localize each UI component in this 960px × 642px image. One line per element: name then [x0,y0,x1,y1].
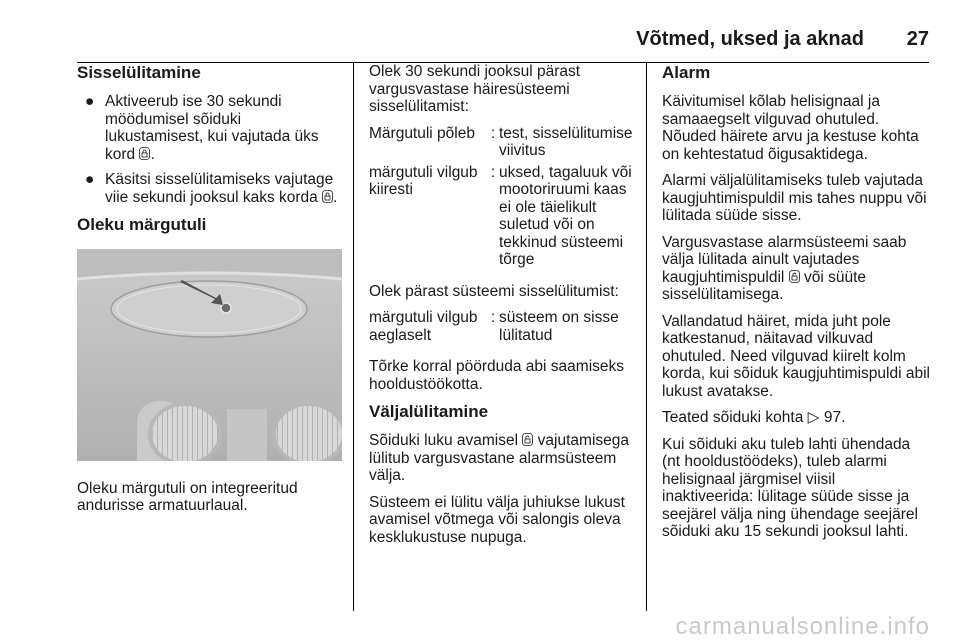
bullet-icon: ● [85,93,95,110]
fault-text: Tõrke korral pöörduda abi saamiseks hooldustöökotta. [369,358,625,393]
paragraph: Vallandatud häiret, mida juht pole katkestanud, näitavad vilkuvad ohutuled. Need vilguvad kiirelt kolm korda, kui sõiduk kaugjuhtimispuldi abil lukust avatakse. [662,312,930,400]
status-table-2 [369,309,634,348]
paragraph: Kui sõiduki aku tuleb lahti ühendada (nt hooldustöödeks), tuleb alarmi helisignaal järgmisel viisil inaktiveerida: lülitage süüde sisse ja seejärel välja ning ühendage seejärel sõiduki aku 15 sekundi jooksul lahti. [662,435,918,540]
figure-caption: Oleku märgutuli on integreeritud andurisse armatuurlaual. [77,479,298,514]
section-title-sisselulitamine: Sisselülitamine [77,63,201,82]
heading-alarm: Alarm [662,63,711,82]
column-divider [353,63,354,611]
unlock-button-icon [522,433,533,446]
table-row: märgutuli vilgub kiiresti : uksed, tagaluuk või mootoriruumi kaas ei ole täielikult suletud või on tekkinud süsteemi tõrge [369,163,632,268]
paragraph: Alarmi väljalülitamiseks tuleb vajutada kaugjuhtimispuldil mis tahes nuppu või lülitada süüde sisse. [662,172,927,224]
status-intro-2: Olek pärast süsteemi sisselülitumist: [369,282,619,300]
table-row: märgutuli vilgub aeglaselt : süsteem on sisse lülitatud [369,309,619,344]
column-1 [77,63,342,524]
subtitle-oleku-margutuli: Oleku märgutuli [77,215,207,234]
list-item: ● Käsitsi sisselülitamiseks vajutage viie sekundi jooksul kaks korda . [85,171,338,206]
status-intro: Olek 30 sekundi jooksul pärast vargusvastase häiresüsteemi sisselülitamist: [369,63,581,115]
bullet-icon: ● [85,171,95,188]
unlock-button-icon [789,270,800,283]
deactivation-note: Süsteem ei lülitu välja juhiukse lukust avamisel võtmega või salongis oleva kesklukustuse nupuga. [369,493,625,546]
lock-button-icon [322,190,333,203]
page-header [77,22,929,50]
column-divider [646,63,647,611]
lock-button-icon [139,147,150,160]
page-title: Võtmed, uksed ja aknad [636,28,864,50]
paragraph: Teated sõiduki kohta ▷ 97. [662,409,846,426]
bullet-list [77,93,342,206]
page-reference[interactable]: 97. [823,409,846,426]
page-number: 27 [906,28,929,50]
deactivation-paragraph: Sõiduki luku avamisel vajutamisega lülitub vargusvastane alarmsüsteem välja. [369,432,629,484]
status-table-1 [369,125,634,273]
page-reference-arrow-icon: ▷ [807,409,820,426]
column-2 [369,63,634,555]
list-item: ● Aktiveerub ise 30 sekundi möödumisel sõiduki lukustamisest, kui vajutada üks kord . [85,93,319,163]
column-3 [662,63,930,550]
heading-valjalulitamine: Väljalülitamine [369,402,489,421]
dashboard-sensor-figure [77,249,342,461]
paragraph: Käivitumisel kõlab helisignaal ja samaaegselt vilguvad ohutuled. Nõuded häirete arvu ja kestuse kohta on kehtestatud õigusaktidega. [662,93,919,163]
table-row: Märgutuli põleb : test, sisselülitumise viivitus [369,124,633,159]
paragraph: Vargusvastase alarmsüsteemi saab välja lülitada ainult vajutades kaugjuhtimispuldil või süüte sisselülitamisega. [662,233,907,303]
watermark: carmanualsonline.info [675,613,930,640]
